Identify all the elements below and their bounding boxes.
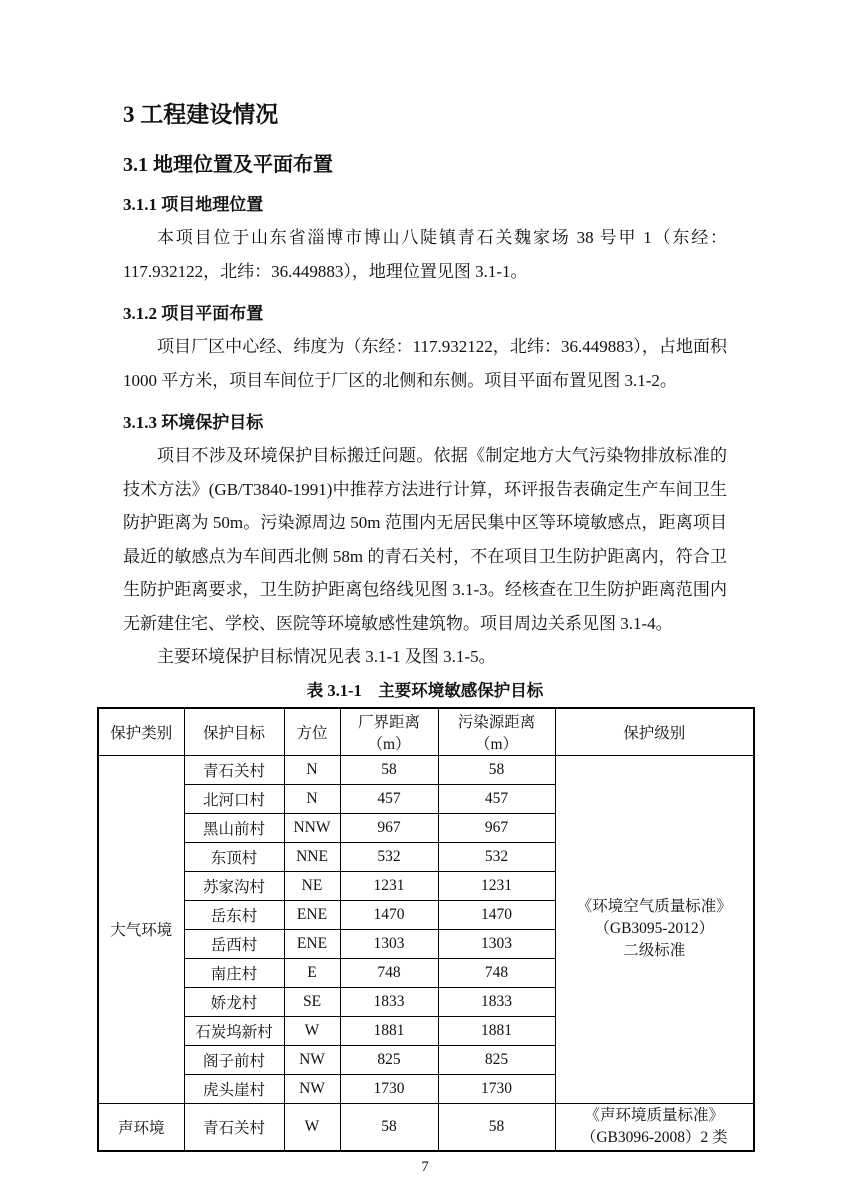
source-distance-cell: 967	[438, 813, 555, 842]
source-distance-cell: 1730	[438, 1074, 555, 1103]
direction-cell: NNE	[284, 842, 340, 871]
direction-cell: SE	[284, 987, 340, 1016]
header-protection-level: 保护级别	[555, 708, 754, 756]
subsection-heading-protection-targets: 3.1.3 环境保护目标	[123, 413, 264, 432]
target-cell: 苏家沟村	[184, 871, 284, 900]
source-distance-cell: 1881	[438, 1016, 555, 1045]
header-category: 保护类别	[98, 708, 184, 756]
target-cell: 石炭坞新村	[184, 1016, 284, 1045]
direction-cell: NW	[284, 1074, 340, 1103]
boundary-distance-cell: 825	[340, 1045, 438, 1074]
target-cell: 阁子前村	[184, 1045, 284, 1074]
source-distance-cell: 1303	[438, 929, 555, 958]
target-cell: 青石关村	[184, 755, 284, 784]
source-distance-cell: 457	[438, 784, 555, 813]
paragraph-plant-layout: 项目厂区中心经、纬度为（东经：117.932122，北纬：36.449883），占地面积 1000 平方米，项目车间位于厂区的北侧和东侧。项目平面布置见图 3.1-2。	[123, 337, 727, 390]
target-cell: 黑山前村	[184, 813, 284, 842]
table-title: 表 3.1-1 主要环境敏感保护目标	[306, 680, 544, 700]
target-cell: 岳东村	[184, 900, 284, 929]
direction-cell: N	[284, 755, 340, 784]
standard-line: （GB3095-2012）	[594, 920, 715, 937]
source-distance-cell: 1470	[438, 900, 555, 929]
protection-targets-table	[97, 707, 755, 1152]
source-distance-cell: 1231	[438, 871, 555, 900]
boundary-distance-cell: 1470	[340, 900, 438, 929]
source-distance-cell: 748	[438, 958, 555, 987]
source-distance-cell: 58	[438, 755, 555, 784]
boundary-distance-cell: 1303	[340, 929, 438, 958]
target-cell: 岳西村	[184, 929, 284, 958]
direction-cell: ENE	[284, 929, 340, 958]
target-cell: 南庄村	[184, 958, 284, 987]
direction-cell: NW	[284, 1045, 340, 1074]
direction-cell: E	[284, 958, 340, 987]
header-boundary-distance: 厂界距离（m）	[340, 708, 438, 756]
direction-cell: W	[284, 1103, 340, 1151]
chapter-heading: 3 工程建设情况	[123, 102, 279, 127]
target-cell: 青石关村	[184, 1103, 284, 1151]
boundary-distance-cell: 1833	[340, 987, 438, 1016]
boundary-distance-cell: 1881	[340, 1016, 438, 1045]
category-cell-air: 大气环境	[98, 755, 184, 1103]
target-cell: 娇龙村	[184, 987, 284, 1016]
header-source-distance: 污染源距离（m）	[438, 708, 555, 756]
direction-cell: NNW	[284, 813, 340, 842]
boundary-distance-cell: 1730	[340, 1074, 438, 1103]
standard-cell-noise	[555, 1103, 754, 1151]
standard-cell-air	[555, 755, 754, 1103]
table-header-row	[98, 708, 754, 756]
header-direction: 方位	[284, 708, 340, 756]
boundary-distance-cell: 58	[340, 755, 438, 784]
standard-line: 《声环境质量标准》	[584, 1106, 724, 1124]
direction-cell: NE	[284, 871, 340, 900]
boundary-distance-cell: 457	[340, 784, 438, 813]
standard-line: 《环境空气质量标准》	[576, 898, 732, 915]
section-heading: 3.1 地理位置及平面布置	[123, 154, 333, 176]
boundary-distance-cell: 967	[340, 813, 438, 842]
header-target: 保护目标	[184, 708, 284, 756]
standard-line: 二级标准	[623, 942, 686, 959]
source-distance-cell: 825	[438, 1045, 555, 1074]
table-row	[98, 755, 754, 784]
direction-cell: ENE	[284, 900, 340, 929]
boundary-distance-cell: 1231	[340, 871, 438, 900]
boundary-distance-cell: 532	[340, 842, 438, 871]
paragraph-protection-targets: 项目不涉及环境保护目标搬迁问题。依据《制定地方大气污染物排放标准的技术方法》(GB/T3840-1991)中推荐方法进行计算，环评报告表确定生产车间卫生防护距离为 50m。污染源周边 50m 范围内无居民集中区等环境敏感点，距离项目最近的敏感点为车间西北侧 58m 的青石关村，不在项目卫生防护距离内，符合卫生防护距离要求，卫生防护距离包络线见图 3.1-3。经核查在卫生防护距离范围内无新建住宅、学校、医院等环境敏感性建筑物。项目周边关系见图 3.1-4。	[123, 446, 727, 633]
paragraph-geographic-location: 本项目位于山东省淄博市博山八陡镇青石关魏家场 38 号甲 1（东经：117.932122，北纬：36.449883），地理位置见图 3.1-1。	[123, 228, 727, 281]
category-cell-noise: 声环境	[98, 1103, 184, 1151]
paragraph-table-reference: 主要环境保护目标情况见表 3.1-1 及图 3.1-5。	[157, 647, 496, 666]
direction-cell: N	[284, 784, 340, 813]
target-cell: 北河口村	[184, 784, 284, 813]
target-cell: 东顶村	[184, 842, 284, 871]
table-row	[98, 1103, 754, 1151]
target-cell: 虎头崖村	[184, 1074, 284, 1103]
direction-cell: W	[284, 1016, 340, 1045]
page-number: 7	[421, 1158, 429, 1175]
subsection-heading-plant-layout: 3.1.2 项目平面布置	[123, 304, 264, 323]
subsection-heading-geographic-location: 3.1.1 项目地理位置	[123, 195, 264, 214]
source-distance-cell: 532	[438, 842, 555, 871]
source-distance-cell: 1833	[438, 987, 555, 1016]
boundary-distance-cell: 748	[340, 958, 438, 987]
boundary-distance-cell: 58	[340, 1103, 438, 1151]
standard-line: （GB3096-2008）2 类	[580, 1128, 728, 1146]
source-distance-cell: 58	[438, 1103, 555, 1151]
